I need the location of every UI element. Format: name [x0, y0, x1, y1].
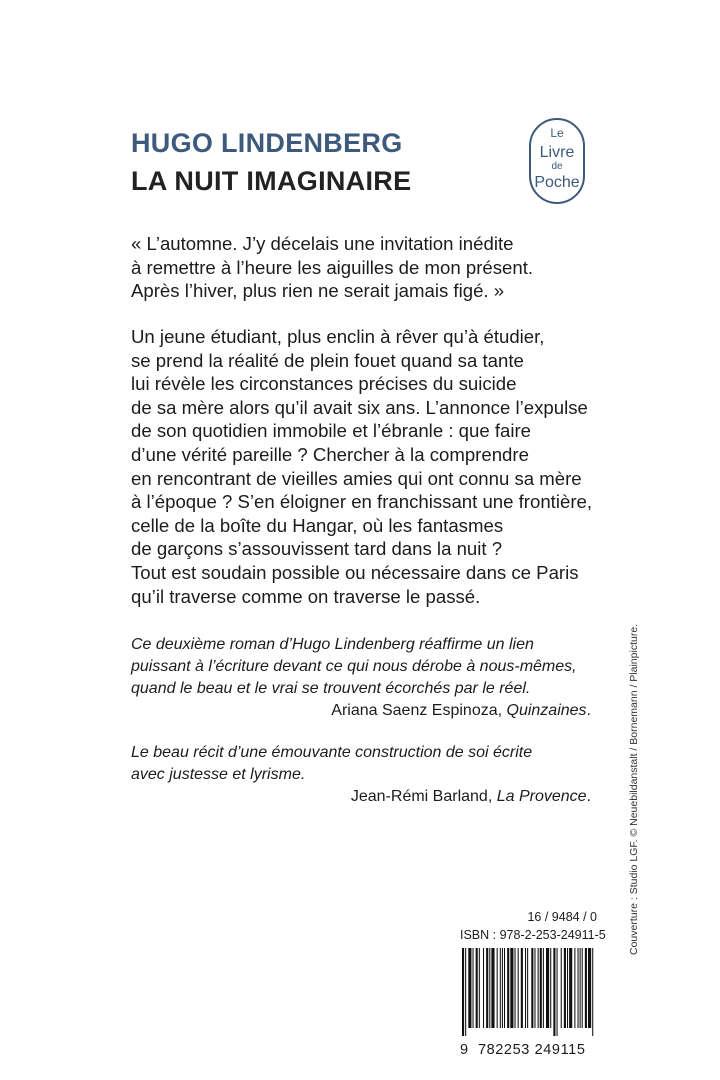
barcode-bar — [557, 948, 558, 1036]
logo-text-de: de — [551, 161, 563, 172]
barcode-bar — [504, 948, 505, 1028]
review-quote-line: puissant à l’écriture devant ce qui nous dérobe à nous-mêmes, — [131, 658, 577, 675]
review-source — [131, 700, 591, 722]
summary-line: se prend la réalité de plein fouet quand sa tante — [131, 349, 524, 371]
barcode-bar — [578, 948, 579, 1028]
press-review — [131, 742, 591, 808]
barcode-digit-group: 782253 — [477, 1042, 530, 1058]
barcode-bar — [486, 948, 488, 1028]
barcode-bar — [483, 948, 484, 1028]
barcode-bar — [543, 948, 544, 1028]
barcode-bar — [553, 948, 555, 1036]
summary-line: de son quotidien immobile et l’ébranle : que faire — [131, 420, 532, 442]
summary-line: qu’il traverse comme on traverse le passé. — [131, 585, 481, 607]
barcode-digit-group: 249115 — [534, 1042, 586, 1058]
review-quote-line: Ce deuxième roman d’Hugo Lindenberg réaffirme un lien — [131, 636, 534, 653]
barcode-bar — [564, 948, 566, 1028]
barcode-bar — [518, 948, 519, 1028]
barcode-bar — [465, 948, 466, 1036]
review-quote-line: Le beau récit d’une émouvante construction de soi écrite — [131, 744, 533, 761]
barcode-bar — [502, 948, 503, 1028]
barcode-bar — [580, 948, 581, 1028]
summary-line: de garçons s’assouvissent tard dans la nuit ? — [131, 538, 503, 560]
logo-text-poche: Poche — [534, 174, 580, 191]
review-publication: Quinzaines — [506, 702, 587, 719]
review-source — [131, 786, 591, 808]
author-name: HUGO LINDENBERG — [131, 128, 403, 158]
epigraph-quote — [131, 232, 601, 303]
barcode-icon — [460, 948, 597, 1036]
barcode-bar — [497, 948, 498, 1028]
barcode-block — [460, 908, 606, 1036]
review-publication: La Provence — [496, 788, 587, 805]
isbn-label: ISBN : 978-2-253-24911-5 — [460, 928, 606, 942]
summary-line: Tout est soudain possible ou nécessaire dans ce Paris — [131, 561, 579, 583]
barcode-bar — [507, 948, 509, 1028]
review-end-punctuation: . — [586, 788, 591, 805]
review-end-punctuation: . — [586, 702, 591, 719]
book-title: LA NUIT IMAGINAIRE — [131, 166, 412, 196]
summary-line: Un jeune étudiant, plus enclin à rêver qu’à étudier, — [131, 326, 545, 347]
summary-line: en rencontrant de vieilles amies qui ont connu sa mère — [131, 467, 582, 489]
barcode-bar — [531, 948, 533, 1028]
barcode-bar — [491, 948, 494, 1028]
barcode-number — [460, 1042, 602, 1058]
barcode-bar — [561, 948, 562, 1028]
epigraph-line: Après l’hiver, plus rien ne serait jamais figé. » — [131, 280, 505, 302]
barcode-bar — [582, 948, 583, 1028]
barcode-bar — [525, 948, 526, 1028]
barcode-bar — [574, 948, 575, 1028]
book-summary — [131, 325, 601, 608]
press-review — [131, 634, 591, 722]
barcode-bar — [489, 948, 490, 1028]
review-quote-line: avec justesse et lyrisme. — [131, 766, 306, 783]
barcode-bar — [479, 948, 480, 1028]
barcode-first-digit: 9 — [460, 1042, 469, 1058]
barcode-bar — [540, 948, 542, 1028]
barcode-bar — [550, 948, 551, 1028]
barcode-bar — [567, 948, 568, 1028]
publisher-logo — [527, 116, 587, 206]
barcode-bar — [510, 948, 513, 1028]
barcode-bar — [585, 948, 587, 1028]
barcode-bar — [588, 948, 591, 1028]
barcode-bar — [500, 948, 501, 1028]
barcode-bar — [521, 948, 523, 1028]
summary-line: d’une vérité pareille ? Chercher à la comprendre — [131, 443, 529, 465]
epigraph-line: à remettre à l’heure les aiguilles de mon présent. — [131, 256, 534, 278]
summary-line: de sa mère alors qu’il avait six ans. L’annonce l’expulse — [131, 396, 588, 418]
product-code: 16 / 9484 / 0 — [527, 910, 597, 924]
review-author: Jean-Rémi Barland, — [350, 788, 497, 805]
barcode-bar — [515, 948, 516, 1028]
logo-text-livre: Livre — [539, 144, 575, 161]
barcode-bar — [476, 948, 478, 1028]
barcode-bar — [592, 948, 593, 1036]
review-quote-line: quand le beau et le vrai se trouvent écorchés par le réel. — [131, 680, 531, 697]
barcode-bar — [569, 948, 572, 1028]
barcode-bar — [534, 948, 535, 1028]
logo-text-le: Le — [550, 126, 564, 140]
summary-line: lui révèle les circonstances précises du suicide — [131, 373, 517, 395]
barcode-bar — [468, 948, 471, 1028]
barcode-bar — [473, 948, 474, 1028]
review-author: Ariana Saenz Espinoza, — [331, 702, 507, 719]
barcode-bar — [546, 948, 549, 1028]
summary-line: celle de la boîte du Hangar, où les fantasmes — [131, 514, 504, 536]
barcode-bar — [462, 948, 464, 1036]
summary-line: à l’époque ? S’en éloigner en franchissant une frontière, — [131, 491, 593, 513]
barcode-bar — [538, 948, 539, 1028]
barcode-bar — [527, 948, 528, 1028]
epigraph-line: « L’automne. J’y décelais une invitation inédite — [131, 233, 514, 254]
cover-credit: Couverture : Studio LGF. © Neuebildanstalt / Bornemann / Plainpicture. — [628, 623, 640, 955]
livre-de-poche-logo-icon — [527, 116, 587, 206]
